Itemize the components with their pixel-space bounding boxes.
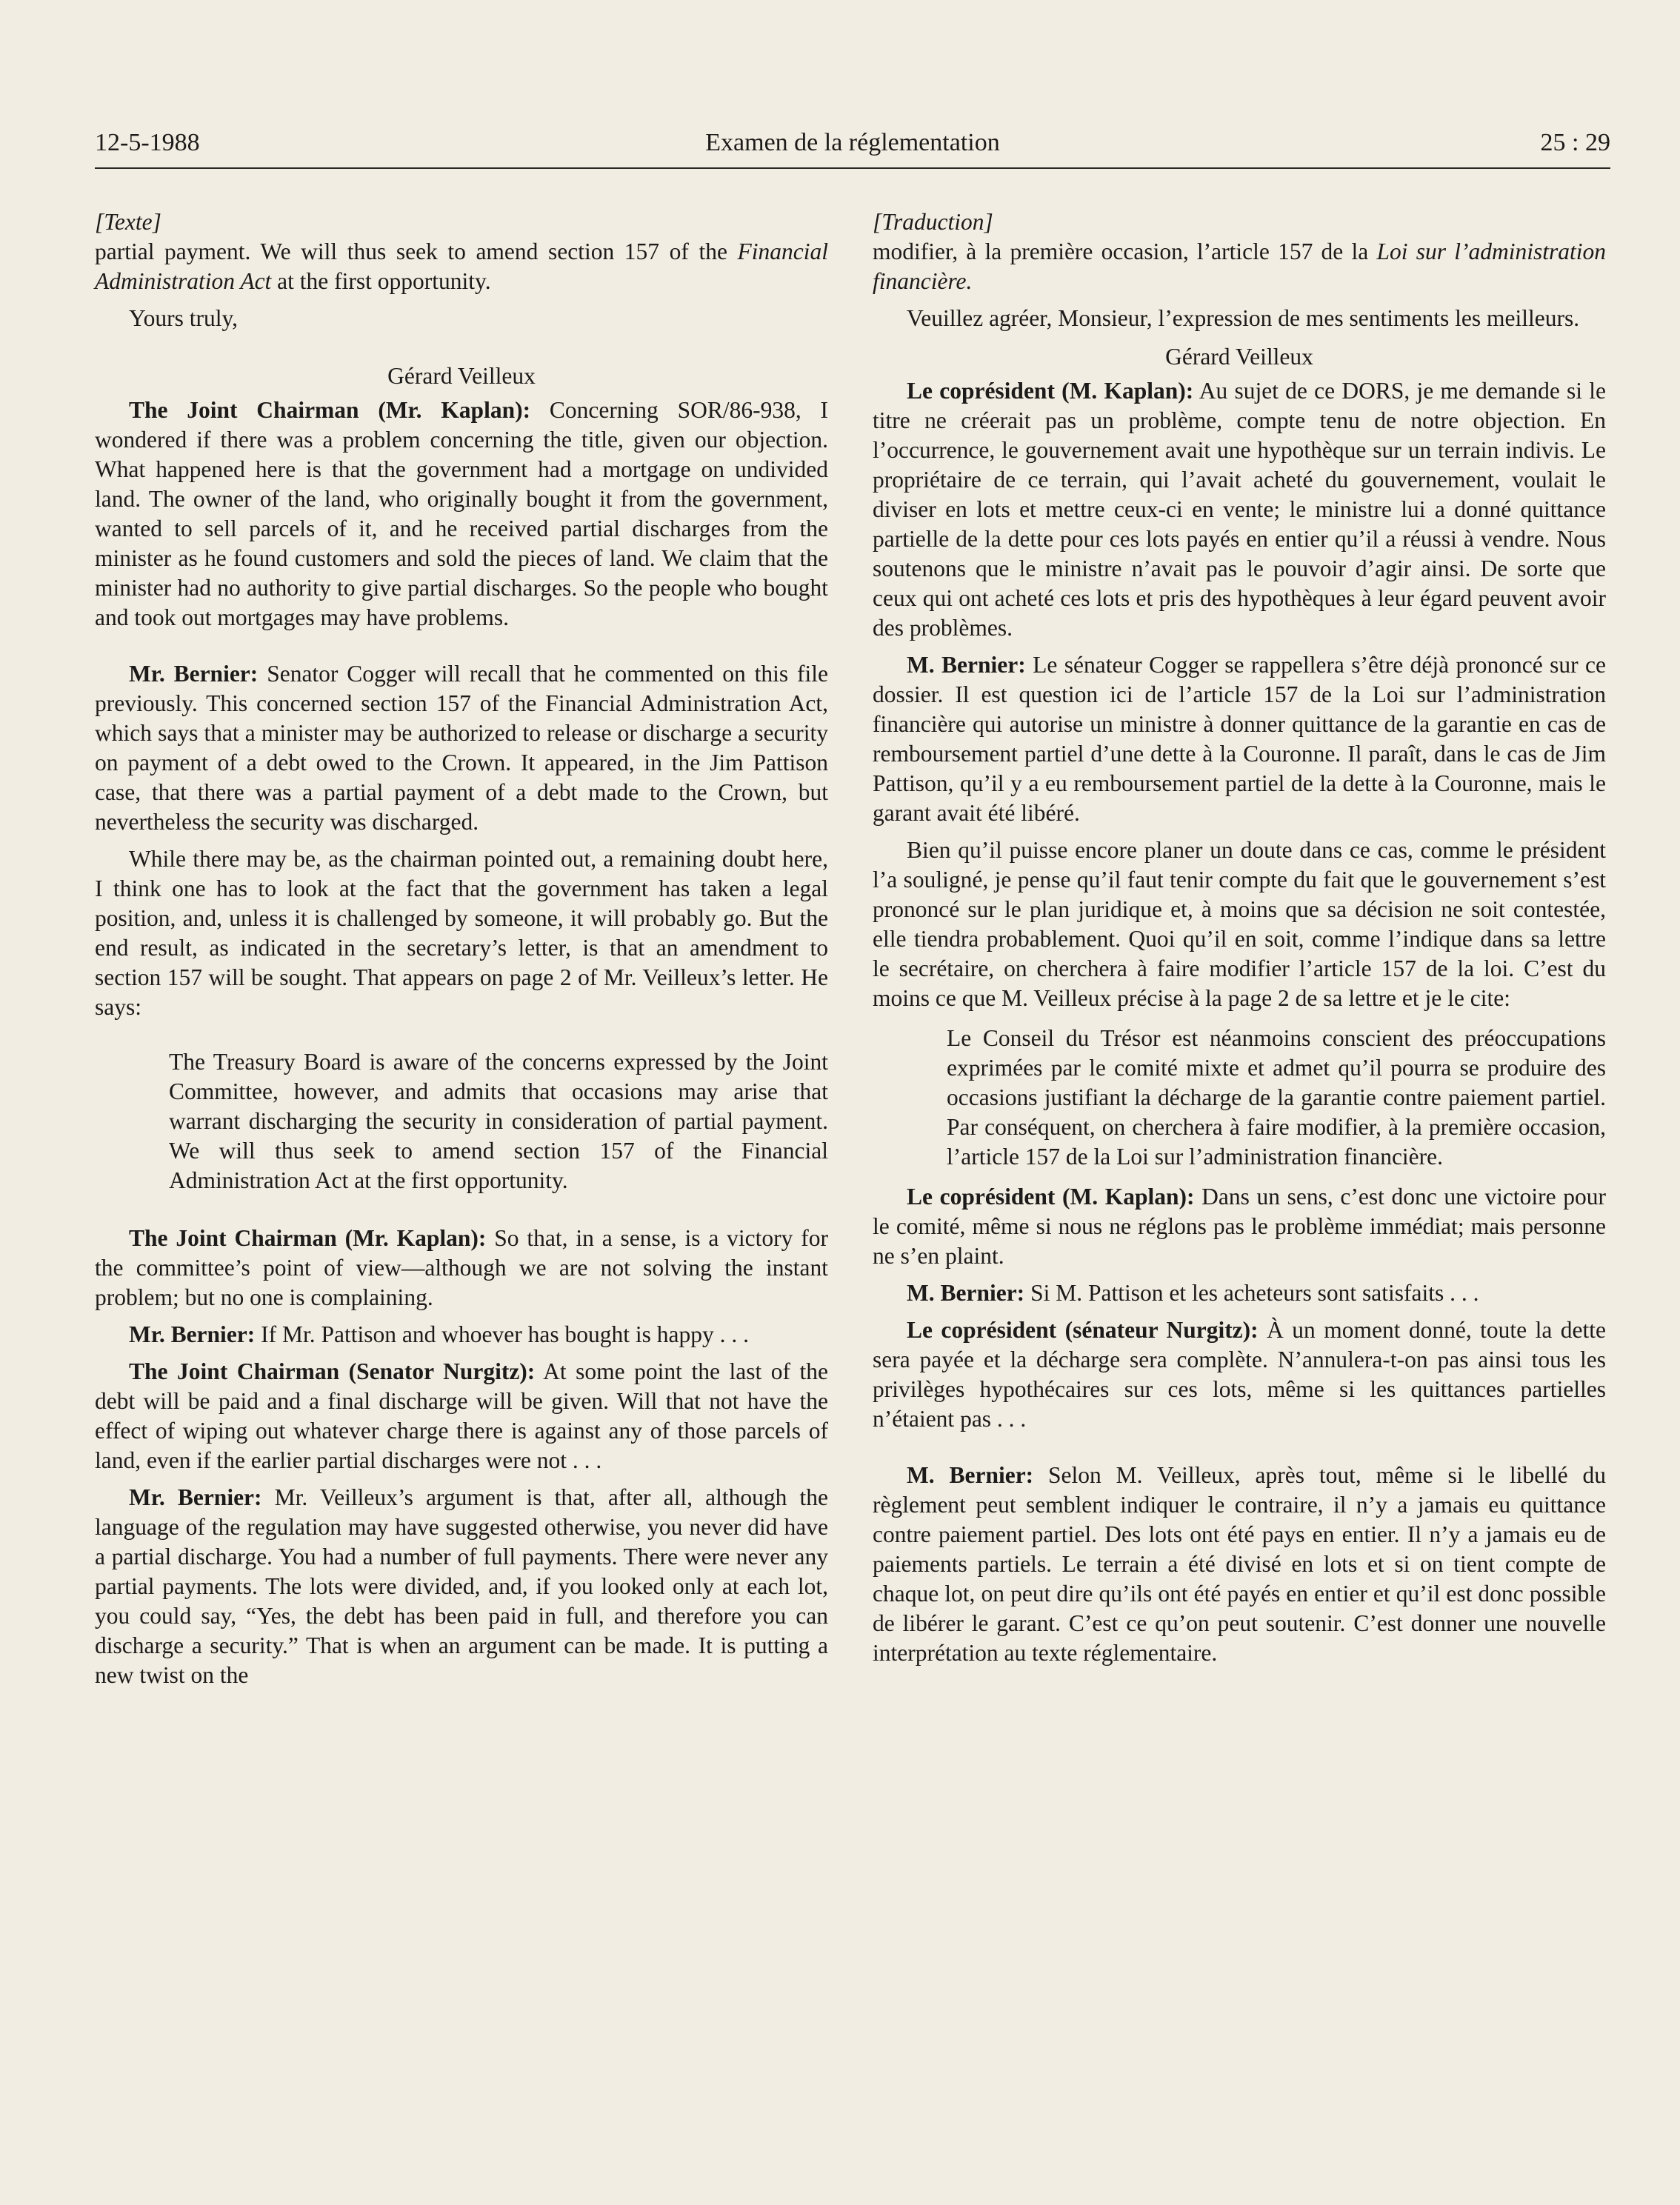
speech-bernier-2 [873, 1278, 1606, 1308]
letter-signature: Gérard Veilleux [1165, 344, 1313, 370]
letter-ending-tail: at the first opportunity. [271, 268, 491, 294]
block-quote: The Treasury Board is aware of the concerns expressed by the Joint Committee, however, and admits that occasions may arise that warrant discharging the security in consideration of partial payment. We will thus seek to amend section 157 of the Financial Administration Act at the first opportunity. [169, 1049, 828, 1193]
speech-bernier-1 [95, 659, 828, 837]
speech-text: Si M. Pattison et les acheteurs sont satisfaits . . . [1024, 1280, 1479, 1306]
speaker-name: M. Bernier: [907, 1280, 1025, 1306]
letter-ending [873, 237, 1606, 296]
speech-text: Au sujet de ce DORS, je me demande si le titre ne créerait pas un problème, compte tenu de notre objection. En l’occurrence, le gouvernement avait une hypothèque sur un terrain indivis. Le propriétaire de ce terrain, qui l’avait acheté du gouvernement, voulait le diviser en lots et mettre ceux-ci en vente; le ministre lui a donné quittance partielle de la dette pour ces lots payés en entier qu’il a réussi à vendre. Nous soutenons que le ministre n’avait pas le pouvoir d’agir ainsi. De sorte que ceux qui ont acheté ces lots et pris des hypothèques à leur égard peuvent avoir des problèmes. [873, 378, 1606, 641]
speaker-name: Mr. Bernier: [129, 1321, 256, 1347]
speech-text: À un moment donné, toute la dette sera payée et la décharge sera complète. N’annulera-t-on pas ainsi tous les privilèges hypothécaires sur ces lots, même si les quittances partielles n’étaient pas . . . [873, 1317, 1606, 1432]
speaker-name: M. Bernier: [907, 652, 1026, 678]
section-label: [Texte] [95, 209, 161, 235]
section-label: [Traduction] [873, 209, 993, 235]
speech-text: Senator Cogger will recall that he commented on this file previously. This concerned section 157 of the Financial Administration Act, which says that a minister may be authorized to release or discharge a security on payment of a debt owed to the Crown. It appeared, in the Jim Pattison case, that there was a partial payment of a debt made to the Crown, but nevertheless the security was discharged. [95, 661, 828, 835]
speech-text: Dans un sens, c’est donc une victoire pour le comité, même si nous ne réglons pas le problème immédiat; mais personne ne s’en plaint. [873, 1184, 1607, 1269]
speech-nurgitz-1 [873, 1315, 1606, 1434]
section-label-traduction [873, 207, 1606, 237]
letter-ending-text: partial payment. We will thus seek to amend section 157 of the [95, 238, 738, 264]
speech-text: At some point the last of the debt will be paid and a final discharge will be given. Will that not have the effect of wiping out whatever charge there is against any of those parcels of land, even if the earlier partial discharges were not . . . [95, 1358, 829, 1473]
speech-bernier-1-continued: Bien qu’il puisse encore planer un doute dans ce cas, comme le président l’a souligné, je pense qu’il faut tenir compte du fait que le gouvernement s’est prononcé sur le plan juridique et, à moins que sa décision ne soit contestée, elle tiendra probablement. Quoi qu’il en soit, comme l’indique dans sa lettre le secrétaire, on cherchera à faire modifier l’article 157 de la loi. C’est du moins ce que M. Veilleux précise à la page 2 de sa lettre et je le cite: [873, 837, 1606, 1011]
speaker-name: The Joint Chairman (Mr. Kaplan): [129, 397, 531, 423]
speaker-name: The Joint Chairman (Mr. Kaplan): [129, 1225, 487, 1251]
speaker-name: Mr. Bernier: [129, 1484, 262, 1510]
act-title: Loi sur l’administration financière. [873, 238, 1606, 294]
speech-kaplan-2 [95, 1224, 828, 1312]
speech-kaplan-1 [95, 396, 828, 633]
english-column [95, 207, 828, 1690]
french-column [873, 207, 1606, 1668]
speech-kaplan-1 [873, 376, 1606, 643]
header-page-number: 25 : 29 [1540, 129, 1610, 156]
header-date: 12-5-1988 [95, 129, 200, 156]
letter-ending-text: modifier, à la première occasion, l’article 157 de la [873, 238, 1377, 264]
speech-bernier-1 [873, 650, 1606, 828]
speech-text: So that, in a sense, is a victory for the committee’s point of view—although we are not solving the instant problem; but no one is complaining. [95, 1225, 828, 1310]
speaker-name: The Joint Chairman (Senator Nurgitz): [129, 1358, 536, 1384]
speaker-name: Mr. Bernier: [129, 661, 259, 687]
speech-text: Le sénateur Cogger se rappellera s’être déjà prononcé sur ce dossier. Il est question ici de l’article 157 de la Loi sur l’administration financière qui autorise un ministre à donner quittance de la garantie en cas de remboursement partiel d’une dette à la Couronne. Il paraît, dans le cas de Jim Pattison, qu’il y a eu remboursement partiel de la dette à la Couronne, mais le garant avait été libéré. [873, 652, 1606, 826]
speech-text: If Mr. Pattison and whoever has bought is happy . . . [255, 1321, 749, 1347]
speech-nurgitz-1 [95, 1357, 828, 1475]
block-quote: Le Conseil du Trésor est néanmoins conscient des préoccupations exprimées par le comité mixte et admet qu’il pourra se produire des occasions justifiant la décharge de la garantie contre paiement partiel. Par conséquent, on cherchera à faire modifier, à la première occasion, l’article 157 de la Loi sur l’administration financière. [947, 1025, 1606, 1170]
letter-ending [95, 237, 828, 296]
header-title: Examen de la réglementation [705, 129, 1000, 156]
act-title: Financial Administration Act [95, 238, 828, 294]
letter-closing: Yours truly, [129, 305, 239, 331]
speaker-name: M. Bernier: [907, 1462, 1034, 1488]
running-header [95, 127, 1610, 169]
speech-bernier-1-continued: While there may be, as the chairman pointed out, a remaining doubt here, I think one has to look at the fact that the government has taken a legal position, and, unless it is challenged by someone, it will probably go. But the end result, as indicated in the secretary’s letter, is that an amendment to section 157 will be sought. That appears on page 2 of Mr. Veilleux’s letter. He says: [95, 846, 828, 1020]
speech-text: Concerning SOR/86-938, I wondered if there was a problem concerning the title, given our objection. What happened here is that the government had a mortgage on undivided land. The owner of the land, who originally bought it from the government, wanted to sell parcels of it, and he received partial discharges from the minister as he found customers and sold the pieces of land. We claim that the minister had no authority to give partial discharges. So the people who bought and took out mortgages may have problems. [95, 397, 828, 630]
speech-kaplan-2 [873, 1182, 1606, 1271]
speaker-name: Le coprésident (M. Kaplan): [907, 378, 1194, 404]
speech-text: Mr. Veilleux’s argument is that, after all, although the language of the regulation may have suggested otherwise, you never did have a partial discharge. You had a number of full payments. There were never any partial payments. The lots were divided, and, if you looked only at each lot, you could say, “Yes, the debt has been paid in full, and therefore you can discharge a security.” That is when an argument can be made. It is putting a new twist on the [95, 1484, 828, 1688]
letter-closing: Veuillez agréer, Monsieur, l’expression de mes sentiments les meilleurs. [907, 305, 1580, 331]
letter-signature: Gérard Veilleux [387, 363, 536, 389]
speech-bernier-2 [95, 1320, 828, 1350]
speaker-name: Le coprésident (M. Kaplan): [907, 1184, 1195, 1210]
speech-bernier-3 [873, 1461, 1606, 1668]
section-label-texte [95, 207, 828, 237]
speech-text: Selon M. Veilleux, après tout, même si le libellé du règlement peut semblent indiquer le contraire, il n’y a jamais eu quittance contre paiement partiel. Des lots ont été pays en entier. Il n’y a jamais eu de paiements partiels. Le terrain a été divisé en lots et si on tient compte de chaque lot, on peut dire qu’ils ont été payés en entier et qu’il est donc possible de libérer le garant. C’est ce qu’on peut soutenir. C’est donner une nouvelle interprétation au texte réglementaire. [873, 1462, 1606, 1666]
speaker-name: Le coprésident (sénateur Nurgitz): [907, 1317, 1259, 1343]
speech-bernier-3 [95, 1483, 828, 1690]
